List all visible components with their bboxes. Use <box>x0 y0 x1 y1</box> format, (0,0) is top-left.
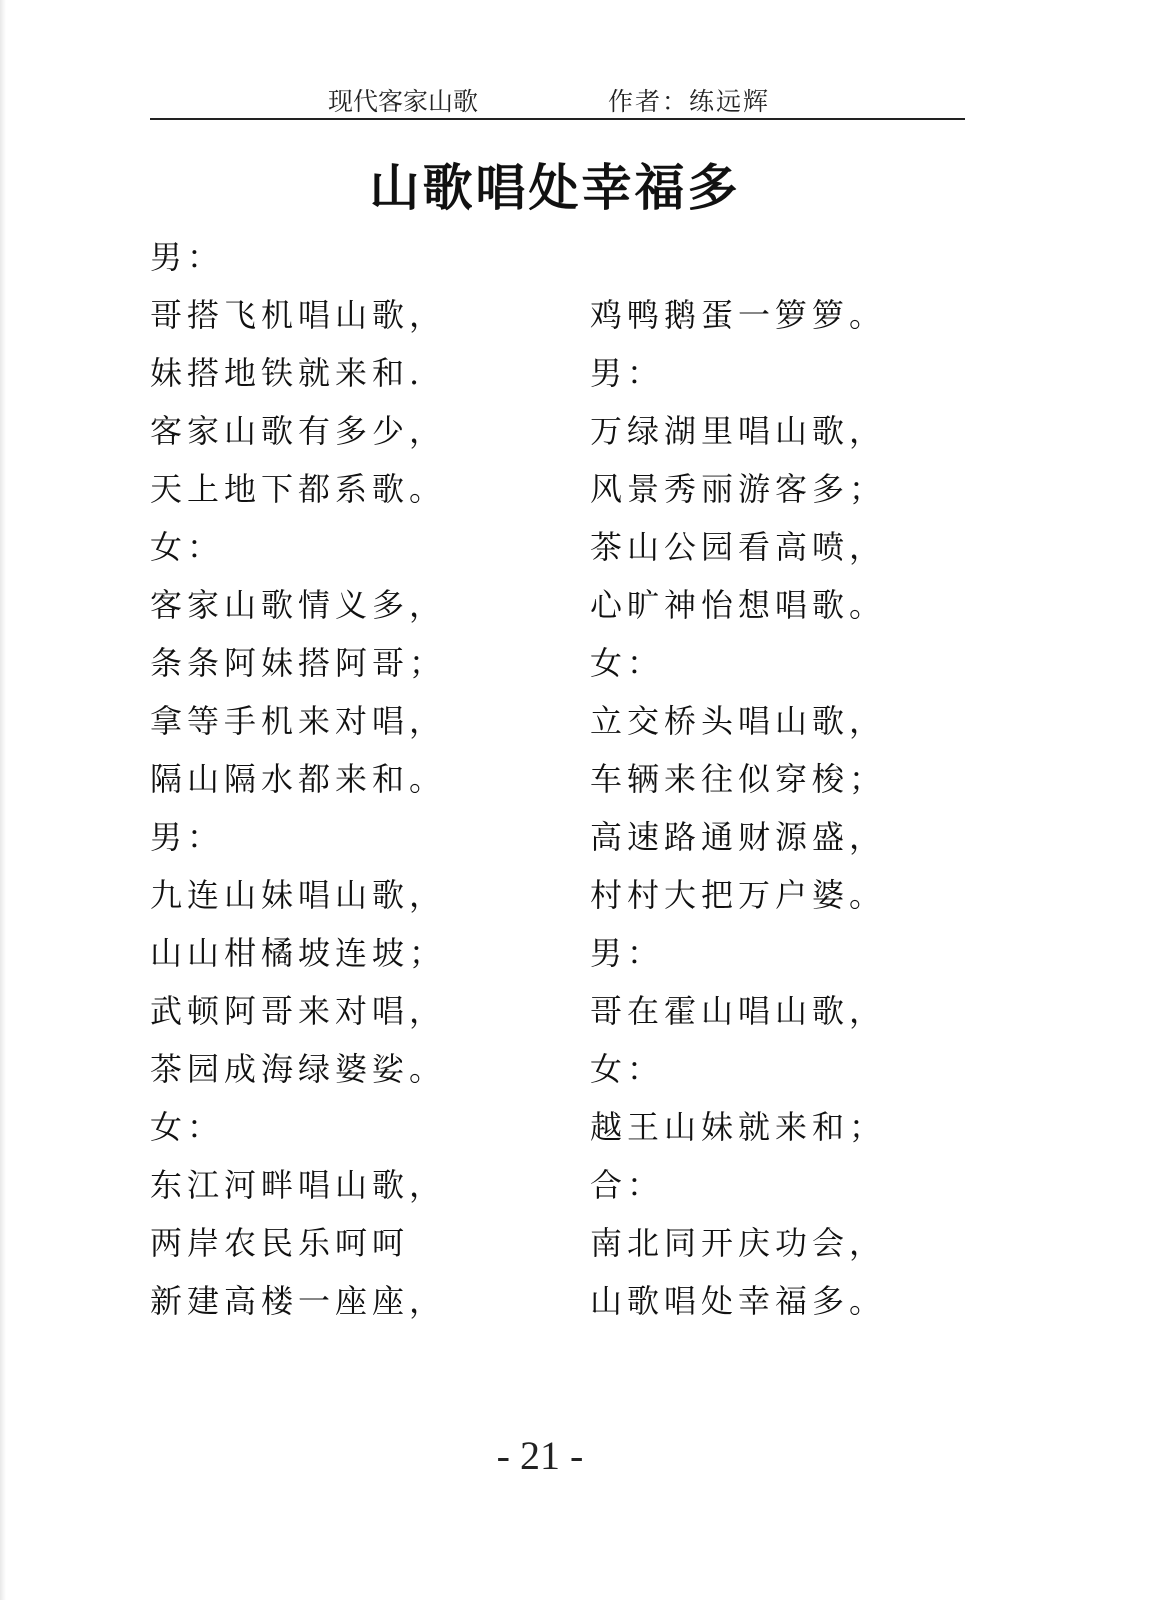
poem-line: 心旷神怡想唱歌。 <box>590 586 887 624</box>
poem-line: 女： <box>150 528 225 566</box>
poem-line: 山歌唱处幸福多。 <box>590 1282 887 1320</box>
poem-line: 两岸农民乐呵呵 <box>150 1224 410 1262</box>
poem-line: 条条阿妹搭阿哥； <box>150 644 447 682</box>
poem-line: 九连山妹唱山歌， <box>150 876 447 914</box>
poem-line: 高速路通财源盛， <box>590 818 887 856</box>
poem-line: 男： <box>590 354 665 392</box>
poem-line: 茶园成海绿婆娑。 <box>150 1050 447 1088</box>
poem-line: 越王山妹就来和； <box>590 1108 887 1146</box>
poem-line: 男： <box>150 818 225 856</box>
poem-line: 男： <box>590 934 665 972</box>
poem-line: 山山柑橘坡连坡； <box>150 934 447 972</box>
poem-line: 隔山隔水都来和。 <box>150 760 447 798</box>
poem-line: 武顿阿哥来对唱， <box>150 992 447 1030</box>
poem-line: 村村大把万户婆。 <box>590 876 887 914</box>
poem-line: 风景秀丽游客多； <box>590 470 887 508</box>
poem-line: 哥在霍山唱山歌， <box>590 992 887 1030</box>
scan-edge-shadow <box>0 0 6 1600</box>
page-number: - 21 - <box>496 1433 584 1478</box>
poem-line: 男： <box>150 238 225 276</box>
poem-line: 天上地下都系歌。 <box>150 470 447 508</box>
poem-line: 新建高楼一座座， <box>150 1282 447 1320</box>
poem-line: 女： <box>150 1108 225 1146</box>
author-credit: 作者：练远辉 <box>608 87 771 116</box>
poem-line: 客家山歌情义多， <box>150 586 447 624</box>
poem-line: 车辆来往似穿梭； <box>590 760 887 798</box>
book-title: 现代客家山歌 <box>328 87 479 116</box>
poem-left-column <box>150 228 446 1330</box>
poem-line: 合： <box>590 1166 665 1204</box>
poem-line: 万绿湖里唱山歌， <box>590 412 887 450</box>
poem-line: 拿等手机来对唱， <box>150 702 447 740</box>
poem-right-column <box>590 286 886 1330</box>
poem-line: 南北同开庆功会， <box>590 1224 887 1262</box>
poem-line: 鸡鸭鹅蛋一箩箩。 <box>590 296 887 334</box>
poem-line: 女： <box>590 1050 665 1088</box>
poem-line: 哥搭飞机唱山歌， <box>150 296 447 334</box>
poem-line: 东江河畔唱山歌， <box>150 1166 447 1204</box>
running-header <box>150 78 965 120</box>
poem-line: 立交桥头唱山歌， <box>590 702 887 740</box>
poem-line: 茶山公园看高喷， <box>590 528 887 566</box>
poem-title: 山歌唱处幸福多 <box>369 159 741 217</box>
poem-line: 客家山歌有多少， <box>150 412 447 450</box>
poem-line: 妹搭地铁就来和. <box>150 354 425 392</box>
poem-line: 女： <box>590 644 665 682</box>
